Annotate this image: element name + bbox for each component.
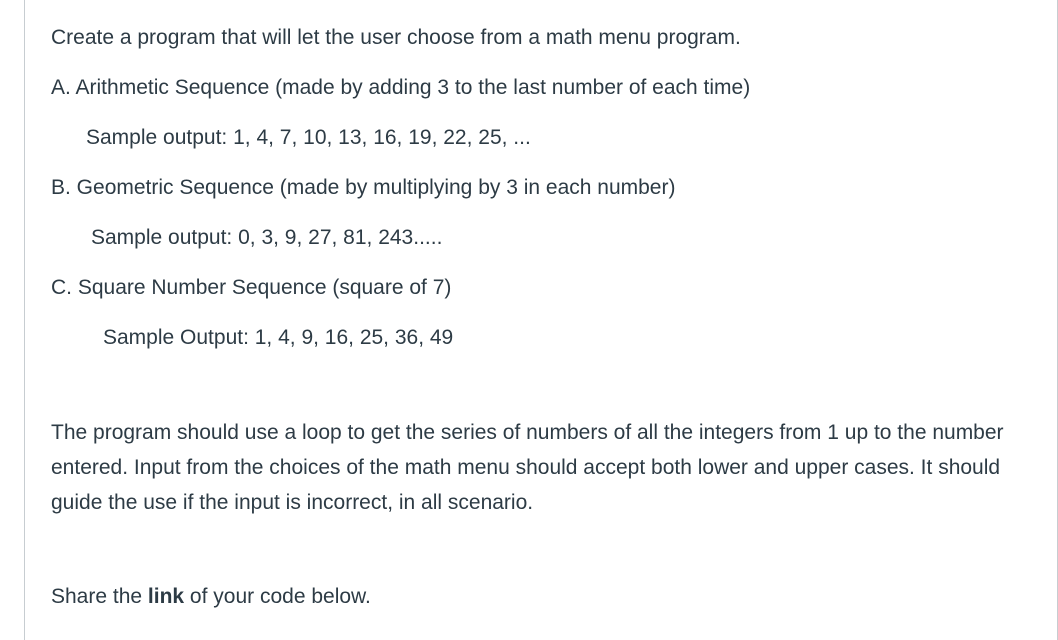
share-text-before: Share the <box>51 585 148 608</box>
option-c-heading: C. Square Number Sequence (square of 7) <box>51 276 452 299</box>
option-c-sample: Sample Output: 1, 4, 9, 16, 25, 36, 49 <box>103 326 454 349</box>
option-b-heading: B. Geometric Sequence (made by multiplying by 3 in each number) <box>51 176 676 199</box>
option-b-sample: Sample output: 0, 3, 9, 27, 81, 243..... <box>91 226 443 249</box>
share-instruction <box>51 585 371 609</box>
intro-text: Create a program that will let the user choose from a math menu program. <box>51 26 741 49</box>
share-text-after: of your code below. <box>184 585 371 608</box>
share-link-word: link <box>147 585 185 608</box>
option-a-sample: Sample output: 1, 4, 7, 10, 13, 16, 19, 22, 25, ... <box>86 126 531 149</box>
instructions-paragraph: The program should use a loop to get the series of numbers of all the integers from 1 up to the number entered. Input from the choices of the math menu should accept both lower and upper cases. It should guide the use if the input is incorrect, in all scenario. <box>51 421 1004 514</box>
option-a-heading: A. Arithmetic Sequence (made by adding 3 to the last number of each time) <box>51 76 751 99</box>
question-panel <box>24 0 1058 640</box>
